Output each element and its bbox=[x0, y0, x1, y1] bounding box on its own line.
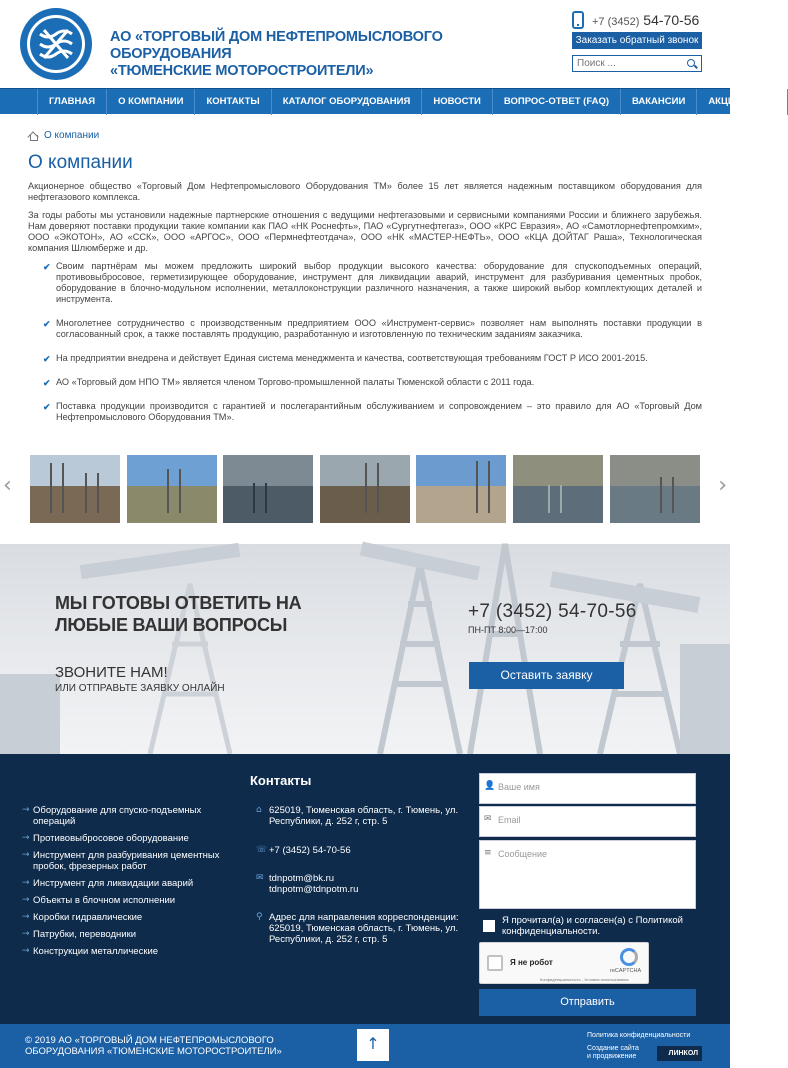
footer-catalog-link[interactable]: → Инструмент для ликвидации аварий bbox=[22, 878, 194, 889]
developer-text-line2: и продвижение bbox=[587, 1053, 637, 1060]
recaptcha-widget bbox=[479, 942, 649, 984]
nav-item-catalog[interactable]: КАТАЛОГ ОБОРУДОВАНИЯ bbox=[271, 89, 422, 115]
gallery-photo[interactable] bbox=[30, 455, 120, 523]
phone-icon: ☏ bbox=[256, 845, 268, 855]
developer-logo[interactable]: ЛИНКОЛ bbox=[657, 1046, 702, 1061]
scroll-top-button[interactable]: ↑ bbox=[357, 1029, 389, 1061]
list-item: ✔ На предприятии внедрена и действует Единая система менеджмента и качества, соответствующая требованиям ГОСТ Р ИСО 2001-2015. bbox=[43, 353, 648, 364]
search-input[interactable] bbox=[577, 57, 682, 70]
agree-label[interactable]: Я прочитал(а) и согласен(а) с Политикой конфиденциальности. bbox=[502, 915, 683, 937]
site-footer bbox=[0, 754, 730, 1024]
arrow-right-icon: → bbox=[22, 895, 30, 905]
oil-pump-silhouette-icon bbox=[0, 544, 730, 754]
banner-title-line2: ЛЮБЫЕ ВАШИ ВОПРОСЫ bbox=[55, 615, 288, 635]
intro-paragraph: Акционерное общество «Торговый Дом Нефтепромыслового Оборудования ТМ» более 15 лет является надежным поставщиком оборудования для нефтегазового комплекса. bbox=[28, 181, 702, 202]
nav-item-vacancies[interactable]: ВАКАНСИИ bbox=[620, 89, 696, 115]
page-title: О компании bbox=[28, 152, 133, 173]
contacts-title: Контакты bbox=[250, 773, 312, 788]
logo-ring bbox=[27, 15, 85, 73]
photo-gallery bbox=[0, 455, 730, 525]
footer-catalog-link[interactable]: → Оборудование для спуско-подъемных операций bbox=[22, 805, 202, 827]
nav-item-about[interactable]: О КОМПАНИИ bbox=[106, 89, 194, 115]
banner-title-line1: МЫ ГОТОВЫ ОТВЕТИТЬ НА bbox=[55, 593, 302, 613]
message-field[interactable] bbox=[479, 840, 696, 909]
nav-item-faq[interactable]: ВОПРОС-ОТВЕТ (FAQ) bbox=[492, 89, 620, 115]
mail-icon: ✉ bbox=[256, 873, 264, 883]
recaptcha-checkbox[interactable] bbox=[487, 955, 503, 971]
arrow-right-icon: → bbox=[22, 833, 30, 843]
arrow-right-icon: → bbox=[22, 929, 30, 939]
footer-emails bbox=[256, 873, 466, 895]
list-item: ✔ Своим партнёрам мы можем предложить широкий выбор продукции высокого качества: оборудование для спускоподъемных операций, противовыбросовое, герметизирующее оборудование, инструмент для ликвидации аварий, инструмент для разбуривания цементных пробок, оборудование в блочно-модульном исполнении, металлоконструкции различного назначения, а также широкий выбор комплектующих деталей и инструмента. bbox=[43, 261, 702, 304]
location-pin-icon: ⚲ bbox=[256, 912, 263, 922]
nav-items bbox=[37, 89, 788, 115]
email-placeholder: Email bbox=[498, 815, 521, 825]
gallery-photo[interactable] bbox=[610, 455, 700, 523]
send-button[interactable]: Отправить bbox=[479, 989, 696, 1016]
footer-catalog-link[interactable]: → Объекты в блочном исполнении bbox=[22, 895, 176, 906]
features-list bbox=[43, 261, 702, 423]
check-icon: ✔ bbox=[43, 262, 51, 272]
recaptcha-icon bbox=[620, 948, 638, 966]
developer-text bbox=[587, 1045, 639, 1061]
call-to-action-banner bbox=[0, 544, 730, 754]
gallery-photo[interactable] bbox=[223, 455, 313, 523]
footer-catalog-list bbox=[22, 805, 242, 963]
home-icon[interactable] bbox=[28, 131, 38, 140]
nav-item-news[interactable]: НОВОСТИ bbox=[421, 89, 492, 115]
phone-code: +7 (3452) bbox=[592, 16, 640, 28]
envelope-icon: ✉ bbox=[484, 814, 492, 824]
leave-request-button[interactable]: Оставить заявку bbox=[469, 662, 624, 689]
gallery-photo[interactable] bbox=[127, 455, 217, 523]
name-field[interactable] bbox=[479, 773, 696, 804]
nav-item-home[interactable]: ГЛАВНАЯ bbox=[37, 89, 106, 115]
site-header bbox=[0, 0, 730, 88]
check-icon: ✔ bbox=[43, 402, 51, 412]
arrow-right-icon: → bbox=[22, 878, 30, 888]
gallery-next-icon[interactable]: › bbox=[718, 473, 727, 498]
banner-title bbox=[55, 592, 355, 636]
list-item: ✔ Многолетнее сотрудничество с производственным предприятием ООО «Инструмент-сервис» позволяет нам выполнять поставки продукции в согласованный срок, а также поставлять продукцию, разработанную и изготовленную по техническим заданиям заказчика. bbox=[43, 318, 702, 339]
email-link[interactable]: tdnpotm@bk.ru bbox=[269, 873, 335, 884]
banner-phone[interactable]: +7 (3452) 54-70-56 bbox=[468, 601, 637, 622]
footer-catalog-link[interactable]: → Конструкции металлические bbox=[22, 946, 159, 957]
company-name-line1: АО «ТОРГОВЫЙ ДОМ НЕФТЕПРОМЫСЛОВОГО ОБОРУДОВАНИЯ bbox=[110, 29, 443, 62]
footer-catalog-link[interactable]: → Инструмент для разбуривания цементных пробок, фрезерных работ bbox=[22, 850, 220, 872]
breadcrumb-current[interactable]: О компании bbox=[44, 130, 100, 141]
footer-catalog-link[interactable]: → Коробки гидравлические bbox=[22, 912, 143, 923]
company-name-line2: «ТЮМЕНСКИЕ МОТОРОСТРОИТЕЛИ» bbox=[110, 63, 374, 79]
message-placeholder: Сообщение bbox=[498, 849, 547, 859]
gallery-photo[interactable] bbox=[513, 455, 603, 523]
recaptcha-brand: reCAPTCHA bbox=[610, 968, 642, 974]
email-field[interactable] bbox=[479, 806, 696, 837]
arrow-right-icon: → bbox=[22, 946, 30, 956]
developer-text-line1: Создание сайта bbox=[587, 1045, 639, 1052]
gallery-prev-icon[interactable]: ‹ bbox=[3, 473, 12, 498]
agree-checkbox[interactable] bbox=[483, 920, 495, 932]
check-icon: ✔ bbox=[43, 354, 51, 364]
gallery-photo[interactable] bbox=[320, 455, 410, 523]
bottom-bar bbox=[0, 1024, 730, 1068]
check-icon: ✔ bbox=[43, 378, 51, 388]
list-item: ✔ АО «Торговый дом НПО ТМ» является членом Торгово-промышленной палаты Тюменской области с 2011 года. bbox=[43, 377, 535, 388]
lines-icon: ≡ bbox=[484, 848, 492, 858]
phone-number: 54-70-56 bbox=[643, 12, 700, 28]
banner-call: ЗВОНИТЕ НАМ! bbox=[55, 664, 168, 681]
recaptcha-terms[interactable]: Конфиденциальность - Условия использования bbox=[540, 977, 629, 982]
home-icon: ⌂ bbox=[256, 805, 262, 815]
about-content bbox=[28, 181, 702, 436]
footer-mail-address: ⚲ Адрес для направления корреспонденции: 625019, Тюменская область, г. Тюмень, ул. Республики, д. 252 г, стр. 5 bbox=[256, 912, 459, 945]
phone-icon bbox=[572, 11, 584, 29]
callback-button[interactable]: Заказать обратный звонок bbox=[572, 32, 702, 49]
privacy-link[interactable]: Политика конфиденциальности bbox=[587, 1032, 691, 1039]
main-nav bbox=[0, 88, 776, 114]
recaptcha-label: Я не робот bbox=[510, 958, 553, 967]
copyright: © 2019 АО «ТОРГОВЫЙ ДОМ НЕФТЕПРОМЫСЛОВОГО ОБОРУДОВАНИЯ «ТЮМЕНСКИЕ МОТОРОСТРОИТЕЛИ» bbox=[25, 1035, 282, 1057]
nav-item-shareholders[interactable]: АКЦИОНЕРАМ bbox=[696, 89, 787, 115]
company-name bbox=[110, 29, 560, 80]
check-icon: ✔ bbox=[43, 319, 51, 329]
search-box bbox=[572, 55, 702, 72]
banner-hours: ПН-ПТ 8:00—17:00 bbox=[468, 625, 548, 635]
nav-item-contacts[interactable]: КОНТАКТЫ bbox=[194, 89, 270, 115]
arrow-right-icon: → bbox=[22, 912, 30, 922]
arrow-right-icon: → bbox=[22, 850, 30, 860]
arrow-right-icon: → bbox=[22, 805, 30, 815]
email-link[interactable]: tdnpotm@tdnpotm.ru bbox=[269, 884, 359, 895]
header-phone[interactable] bbox=[592, 12, 699, 28]
footer-phone[interactable]: ☏ +7 (3452) 54-70-56 bbox=[256, 845, 351, 856]
list-item: ✔ Поставка продукции производится с гарантией и послегарантийным обслуживанием и сопровождением – это правило для АО «Торговый Дом Нефтепромыслового Оборудования ТМ». bbox=[43, 401, 702, 422]
company-logo[interactable] bbox=[20, 8, 92, 80]
logo-emblem-icon bbox=[30, 18, 82, 70]
footer-catalog-link[interactable]: → Противовыбросовое оборудование bbox=[22, 833, 189, 844]
name-placeholder: Ваше имя bbox=[498, 782, 540, 792]
banner-subtitle: ИЛИ ОТПРАВЬТЕ ЗАЯВКУ ОНЛАЙН bbox=[55, 683, 225, 694]
search-icon[interactable] bbox=[687, 59, 695, 67]
user-icon: 👤 bbox=[484, 781, 496, 791]
footer-catalog-link[interactable]: → Патрубки, переводники bbox=[22, 929, 137, 940]
partners-paragraph: За годы работы мы установили надежные партнерские отношения с ведущими нефтегазовыми и сервисными компаниями России и ближнего зарубежья. Нам доверяют поставки продукции такие компании как ПАО «НК Роснефть», ПАО «Сургутнефтегаз», ООО «КРС Евразия», АО «Самотлорнефтепромхим», ООО «ЭКОТОН», АО «ССК», ООО «АРГОС», ООО «Пермнефтеотдача», ООО «НК «МАСТЕР-НЕФТЬ», ООО «КЦА ДОЙТАГ Раша», Технологическая компания Шлюмберже и др. bbox=[28, 210, 702, 253]
footer-address: ⌂ 625019, Тюменская область, г. Тюмень, ул. Республики, д. 252 г, стр. 5 bbox=[256, 805, 459, 827]
breadcrumb bbox=[28, 130, 99, 141]
gallery-photo[interactable] bbox=[416, 455, 506, 523]
